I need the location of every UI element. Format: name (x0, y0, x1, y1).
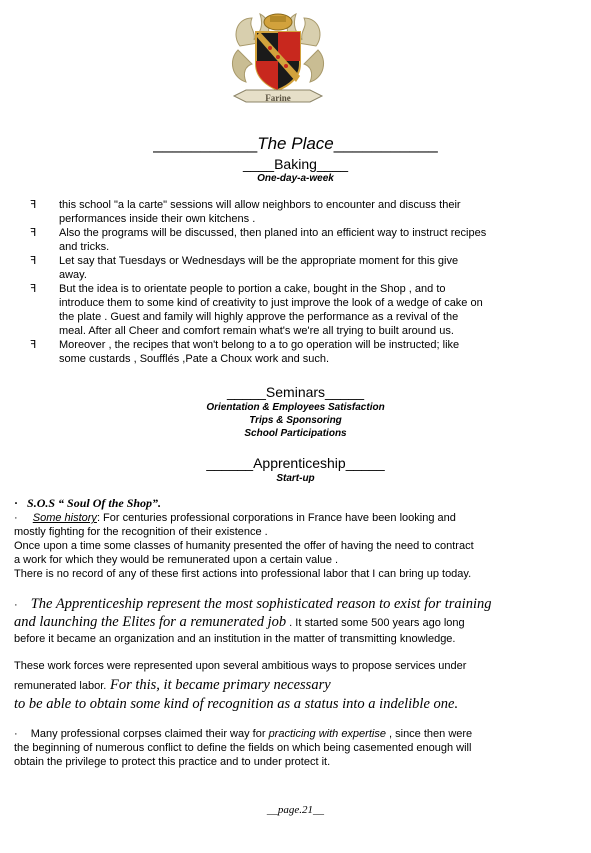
sos-label: S.O.S “ Soul Of the Shop”. (27, 496, 162, 510)
bullet-item (30, 338, 550, 366)
title-prefix: ___________ (153, 134, 258, 153)
logo-banner-text: Farine (265, 93, 291, 103)
bullet-line: Also the programs will be discussed, then planed into an efficient way to instruct recipes (59, 227, 487, 239)
history-line: mostly fighting for the recognition of their existence . (14, 526, 268, 538)
sos-line (14, 496, 534, 510)
corpses-line: the beginning of numerous conflict to define the fields on which being casemented enough will (14, 742, 472, 754)
bullet-icon: ꟻ (30, 227, 37, 239)
bullet-line: performances inside their own kitchens . (59, 213, 256, 225)
apprenticeship-heading: ______Apprenticeship_____ (206, 455, 385, 471)
workforce-line: to be able to obtain some kind of recognition as a status into a indelible one. (14, 696, 459, 712)
corpses-text: practicing with expertise (268, 728, 386, 740)
bullet-line: Let say that Tuesdays or Wednesdays will be the appropriate moment for this give (59, 255, 459, 267)
history-paragraph (14, 511, 534, 581)
corpses-text: Many professional corpses claimed their way for (30, 728, 269, 740)
bullet-line: But the idea is to orientate people to portion a cake, bought in the Shop , and to (59, 283, 446, 295)
history-line: Once upon a time some classes of humanity presented the offer of having the need to contract (14, 540, 474, 552)
apprentice-text: and launching the Elites for a remunerated job (14, 614, 287, 630)
history-text: : For centuries professional corporations in France have been looking and (96, 512, 456, 524)
bullet-line: Moreover , the recipes that won't belong to a to go operation will be instructed; like (59, 339, 460, 351)
bullet-item (30, 282, 550, 338)
bullet-item (30, 254, 550, 282)
baking-bullet-list (30, 198, 550, 366)
bullet-icon: ꟻ (30, 283, 37, 295)
baking-subtitle: One-day-a-week (257, 173, 334, 184)
workforce-line: These work forces were represented upon several ambitious ways to propose services under (14, 660, 467, 672)
title-text: The Place (257, 134, 334, 153)
apprentice-text: The Apprenticeship represent the most sophisticated reason to exist for training (30, 596, 492, 612)
bullet-line: meal. After all Cheer and comfort remain what's we're all trying to built around us. (59, 325, 454, 337)
page-number: __page.21__ (266, 804, 325, 816)
bullet-icon: ꟻ (30, 199, 37, 211)
workforce-line (14, 676, 574, 695)
apprenticeship-subtitle: Start-up (276, 473, 315, 484)
apprentice-line (14, 613, 574, 632)
apprentice-text: . It started some 500 years ago long (289, 617, 465, 629)
page-title (0, 134, 591, 154)
bullet-line: some custards , Soufflés ,Pate a Choux work and such. (59, 353, 330, 365)
corpses-paragraph (14, 727, 574, 769)
history-line: There is no record of any of these first actions into professional labor that I can bring up today. (14, 568, 472, 580)
apprentice-line (14, 595, 574, 613)
seminar-item: School Participations (244, 428, 347, 439)
bullet-item (30, 226, 550, 254)
workforce-text: remunerated labor. (14, 680, 107, 692)
title-suffix: ___________ (333, 134, 438, 153)
seminars-heading: _____Seminars_____ (227, 384, 364, 400)
sos-dot: · (14, 496, 19, 510)
bullet-line: away. (59, 269, 87, 281)
history-dot: · (14, 512, 18, 524)
bullet-icon: ꟻ (30, 339, 37, 351)
bullet-item (30, 198, 550, 226)
corpses-dot: · (14, 728, 18, 740)
bullet-icon: ꟻ (30, 255, 37, 267)
apprentice-line: before it became an organization and an institution in the matter of transmitting knowledge. (14, 633, 456, 645)
bullet-line: the plate . Guest and family will highly approve the performance as a revival of the (59, 311, 459, 323)
apprentice-dot: · (14, 599, 18, 611)
corpses-line (14, 727, 574, 741)
bullet-line: introduce them to some kind of creativity to just improve the look of a wedge of cake on (59, 297, 483, 309)
workforce-paragraph (14, 659, 574, 713)
seminar-item: Trips & Sponsoring (249, 415, 342, 426)
corpses-line: obtain the privilege to protect this practice and to under protect it. (14, 756, 331, 768)
apprenticeship-paragraph (14, 595, 574, 646)
history-label: Some history (32, 512, 97, 524)
baking-heading: ____Baking____ (242, 156, 349, 172)
seminar-item: Orientation & Employees Satisfaction (206, 402, 385, 413)
workforce-text: For this, it became primary necessary (106, 677, 331, 693)
bullet-line: this school "a la carte" sessions will allow neighbors to encounter and discuss their (59, 199, 461, 211)
farine-logo (226, 6, 330, 110)
history-line (14, 511, 534, 525)
history-line: a work for which they would be remunerated upon a certain value . (14, 554, 339, 566)
corpses-text: , since then were (385, 728, 473, 740)
bullet-line: and tricks. (59, 241, 110, 253)
